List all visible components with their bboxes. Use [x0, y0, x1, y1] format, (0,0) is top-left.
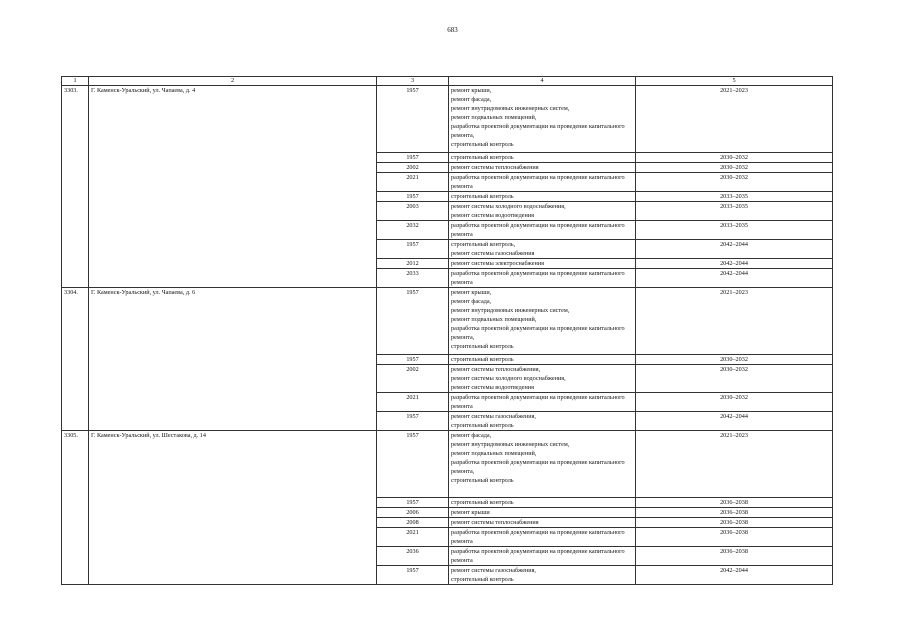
- planned-period: 2033–2035: [636, 192, 833, 202]
- last-repair-year: 2036: [377, 547, 449, 566]
- planned-period: 2030–2032: [636, 393, 833, 412]
- repair-works: ремонт системы теплоснабжения: [449, 518, 636, 528]
- header-col-1: 1: [62, 77, 89, 86]
- last-repair-year: 1957: [377, 412, 449, 431]
- table-header: [62, 77, 833, 86]
- repair-works: строительный контроль: [449, 192, 636, 202]
- building-address: Г. Каменск-Уральский, ул. Чапаева, д. 4: [89, 86, 377, 288]
- last-repair-year: 2012: [377, 259, 449, 269]
- planned-period: 2036–2038: [636, 508, 833, 518]
- last-repair-year: 2032: [377, 221, 449, 240]
- last-repair-year: 1957: [377, 566, 449, 585]
- last-repair-year: 2002: [377, 365, 449, 393]
- last-repair-year: 2006: [377, 508, 449, 518]
- repair-works: ремонт крыши: [449, 508, 636, 518]
- last-repair-year: 1957: [377, 86, 449, 153]
- repair-works: строительный контроль, ремонт системы газоснабжения: [449, 240, 636, 259]
- header-row: [62, 77, 833, 86]
- planned-period: 2021–2023: [636, 86, 833, 153]
- planned-period: 2042–2044: [636, 269, 833, 288]
- repair-works: разработка проектной документации на проведение капитального ремонта: [449, 528, 636, 547]
- repair-works: ремонт системы газоснабжения, строительный контроль: [449, 566, 636, 585]
- last-repair-year: 2021: [377, 528, 449, 547]
- planned-period: 2042–2044: [636, 259, 833, 269]
- last-repair-year: 1957: [377, 192, 449, 202]
- planned-period: 2030–2032: [636, 163, 833, 173]
- planned-period: 2036–2038: [636, 518, 833, 528]
- repair-works: строительный контроль: [449, 355, 636, 365]
- last-repair-year: 2021: [377, 393, 449, 412]
- building-address: Г. Каменск-Уральский, ул. Чапаева, д. 6: [89, 288, 377, 431]
- planned-period: 2030–2032: [636, 365, 833, 393]
- planned-period: 2042–2044: [636, 240, 833, 259]
- planned-period: 2036–2038: [636, 547, 833, 566]
- header-col-2: 2: [89, 77, 377, 86]
- planned-period: 2021–2023: [636, 431, 833, 498]
- building-number: 3303.: [62, 86, 89, 288]
- planned-period: 2030–2032: [636, 355, 833, 365]
- table-body: [62, 86, 833, 585]
- repair-works: строительный контроль: [449, 153, 636, 163]
- repair-works: строительный контроль: [449, 498, 636, 508]
- repair-works: ремонт системы теплоснабжения, ремонт системы холодного водоснабжения, ремонт системы водоотведения: [449, 365, 636, 393]
- planned-period: 2030–2032: [636, 173, 833, 192]
- last-repair-year: 1957: [377, 355, 449, 365]
- repair-works: ремонт системы электроснабжения: [449, 259, 636, 269]
- last-repair-year: 2008: [377, 518, 449, 528]
- repair-works: ремонт системы холодного водоснабжения, ремонт системы водоотведения: [449, 202, 636, 221]
- building-address: Г. Каменск-Уральский, ул. Шестакова, д. 14: [89, 431, 377, 585]
- header-col-4: 4: [449, 77, 636, 86]
- planned-period: 2033–2035: [636, 202, 833, 221]
- planned-period: 2036–2038: [636, 528, 833, 547]
- table-row: [62, 431, 833, 498]
- repair-works: разработка проектной документации на проведение капитального ремонта: [449, 221, 636, 240]
- last-repair-year: 1957: [377, 498, 449, 508]
- last-repair-year: 2003: [377, 202, 449, 221]
- planned-period: 2021–2023: [636, 288, 833, 355]
- repair-works: ремонт крыши, ремонт фасада, ремонт внутридомовых инженерных систем, ремонт подвальных помещений, разработка проектной документации на проведение капитального ремонта, строительный контроль: [449, 86, 636, 153]
- building-number: 3304.: [62, 288, 89, 431]
- planned-period: 2030–2032: [636, 153, 833, 163]
- planned-period: 2042–2044: [636, 412, 833, 431]
- last-repair-year: 2002: [377, 163, 449, 173]
- repair-works: разработка проектной документации на проведение капитального ремонта: [449, 393, 636, 412]
- repair-works: ремонт фасада, ремонт внутридомовых инженерных систем, ремонт подвальных помещений, разработка проектной документации на проведение капитального ремонта, строительный контроль: [449, 431, 636, 498]
- repair-works: ремонт системы газоснабжения, строительный контроль: [449, 412, 636, 431]
- header-col-5: 5: [636, 77, 833, 86]
- last-repair-year: 1957: [377, 153, 449, 163]
- repair-works: ремонт системы теплоснабжения: [449, 163, 636, 173]
- last-repair-year: 1957: [377, 288, 449, 355]
- repair-works: ремонт крыши, ремонт фасада, ремонт внутридомовых инженерных систем, ремонт подвальных помещений, разработка проектной документации на проведение капитального ремонта, строительный контроль: [449, 288, 636, 355]
- building-number: 3305.: [62, 431, 89, 585]
- last-repair-year: 1957: [377, 431, 449, 498]
- last-repair-year: 2021: [377, 173, 449, 192]
- planned-period: 2033–2035: [636, 221, 833, 240]
- planned-period: 2042–2044: [636, 566, 833, 585]
- planned-period: 2036–2038: [636, 498, 833, 508]
- page-number: 683: [447, 26, 458, 34]
- repair-works: разработка проектной документации на проведение капитального ремонта: [449, 547, 636, 566]
- repair-works: разработка проектной документации на проведение капитального ремонта: [449, 173, 636, 192]
- last-repair-year: 2033: [377, 269, 449, 288]
- header-col-3: 3: [377, 77, 449, 86]
- repair-works: разработка проектной документации на проведение капитального ремонта: [449, 269, 636, 288]
- table-row: [62, 288, 833, 355]
- last-repair-year: 1957: [377, 240, 449, 259]
- table-row: [62, 86, 833, 153]
- repair-schedule-table: [61, 76, 833, 585]
